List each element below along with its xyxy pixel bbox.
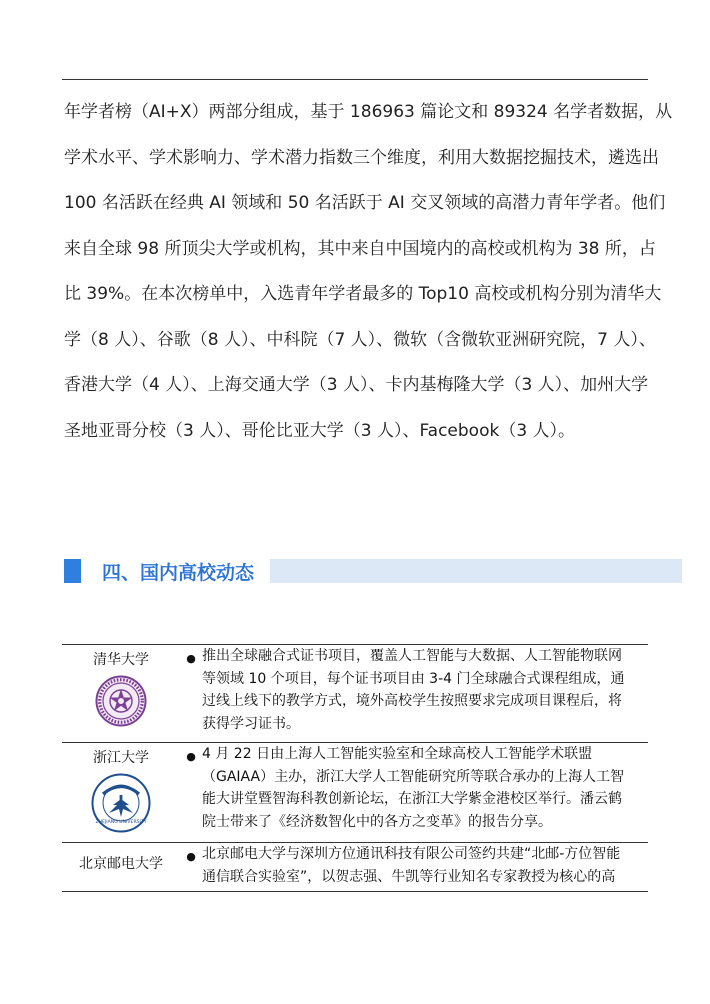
news-line: 院士带来了《经济数智化中的各方之变革》的报告分享。 xyxy=(202,813,552,830)
section-heading-band xyxy=(270,559,682,583)
news-line: 通信联合实验室”，以贺志强、牛凯等行业知名专家教授为核心的高 xyxy=(202,868,616,885)
news-line: 等领域 10 个项目，每个证书项目由 3-4 门全球融合式课程组成，通 xyxy=(202,670,625,687)
paragraph-line: 香港大学（4 人）、上海交通大学（3 人）、卡内基梅隆大学（3 人）、加州大学 xyxy=(64,375,649,395)
table-row xyxy=(62,843,648,892)
university-name: 浙江大学 xyxy=(93,750,149,766)
university-name: 北京邮电大学 xyxy=(79,856,163,872)
section-title: 四、国内高校动态 xyxy=(102,562,255,584)
paragraph-line: 100 名活跃在经典 AI 领域和 50 名活跃于 AI 交叉领域的高潜力青年学者。他们 xyxy=(64,193,666,213)
news-description xyxy=(202,743,648,843)
bullet-cell xyxy=(180,843,202,892)
university-cell xyxy=(62,645,180,743)
bullet-icon: ● xyxy=(186,850,196,863)
zju-seal-icon xyxy=(91,773,151,833)
paragraph-line: 比 39%。在本次榜单中，入选青年学者最多的 Top10 高校或机构分别为清华大 xyxy=(64,284,662,304)
header-rule xyxy=(62,79,648,80)
university-cell xyxy=(62,843,180,892)
paragraph-line: 学（8 人）、谷歌（8 人）、中科院（7 人）、微软（含微软亚洲研究院，7 人）、 xyxy=(64,329,656,350)
paragraph-line: 年学者榜（AI+X）两部分组成，基于 186963 篇论文和 89324 名学者数据，从 xyxy=(64,102,673,122)
bullet-icon: ● xyxy=(186,750,196,763)
paragraph-line: 学术水平、学术影响力、学术潜力指数三个维度，利用大数据挖掘技术，遴选出 xyxy=(64,147,659,168)
paragraph-line: 圣地亚哥分校（3 人）、哥伦比亚大学（3 人）、Facebook（3 人）。 xyxy=(64,420,576,441)
section-accent-block xyxy=(64,559,81,583)
news-line: 过线上线下的教学方式，境外高校学生按照要求完成项目课程后，将 xyxy=(202,693,622,709)
section-heading xyxy=(64,559,682,583)
bullet-icon: ● xyxy=(186,652,196,665)
zju-seal-text: ZHEJIANG UNIVERSITY xyxy=(95,820,147,825)
body-paragraph xyxy=(64,90,673,454)
news-line: 推出全球融合式证书项目，覆盖人工智能与大数据、人工智能物联网 xyxy=(202,648,622,664)
news-line: （GAIAA）主办，浙江大学人工智能研究所等联合承办的上海人工智 xyxy=(202,768,625,785)
university-name: 清华大学 xyxy=(93,652,149,668)
news-description xyxy=(202,645,648,743)
news-line: 北京邮电大学与深圳方位通讯科技有限公司签约共建“北邮-方位智能 xyxy=(202,846,621,862)
news-description xyxy=(202,843,648,892)
news-line: 4 月 22 日由上海人工智能实验室和全球高校人工智能学术联盟 xyxy=(202,746,593,762)
bullet-cell xyxy=(180,645,202,743)
news-line: 获得学习证书。 xyxy=(202,715,300,732)
university-news-table xyxy=(62,644,648,892)
table-row xyxy=(62,645,648,743)
paragraph-line: 来自全球 98 所顶尖大学或机构，其中来自中国境内的高校或机构为 38 所，占 xyxy=(64,238,656,259)
news-line: 能大讲堂暨智海科教创新论坛，在浙江大学紫金港校区举行。潘云鹤 xyxy=(202,791,622,807)
table-row xyxy=(62,743,648,843)
university-cell xyxy=(62,743,180,843)
bullet-cell xyxy=(180,743,202,843)
tsinghua-seal-icon xyxy=(95,675,147,727)
